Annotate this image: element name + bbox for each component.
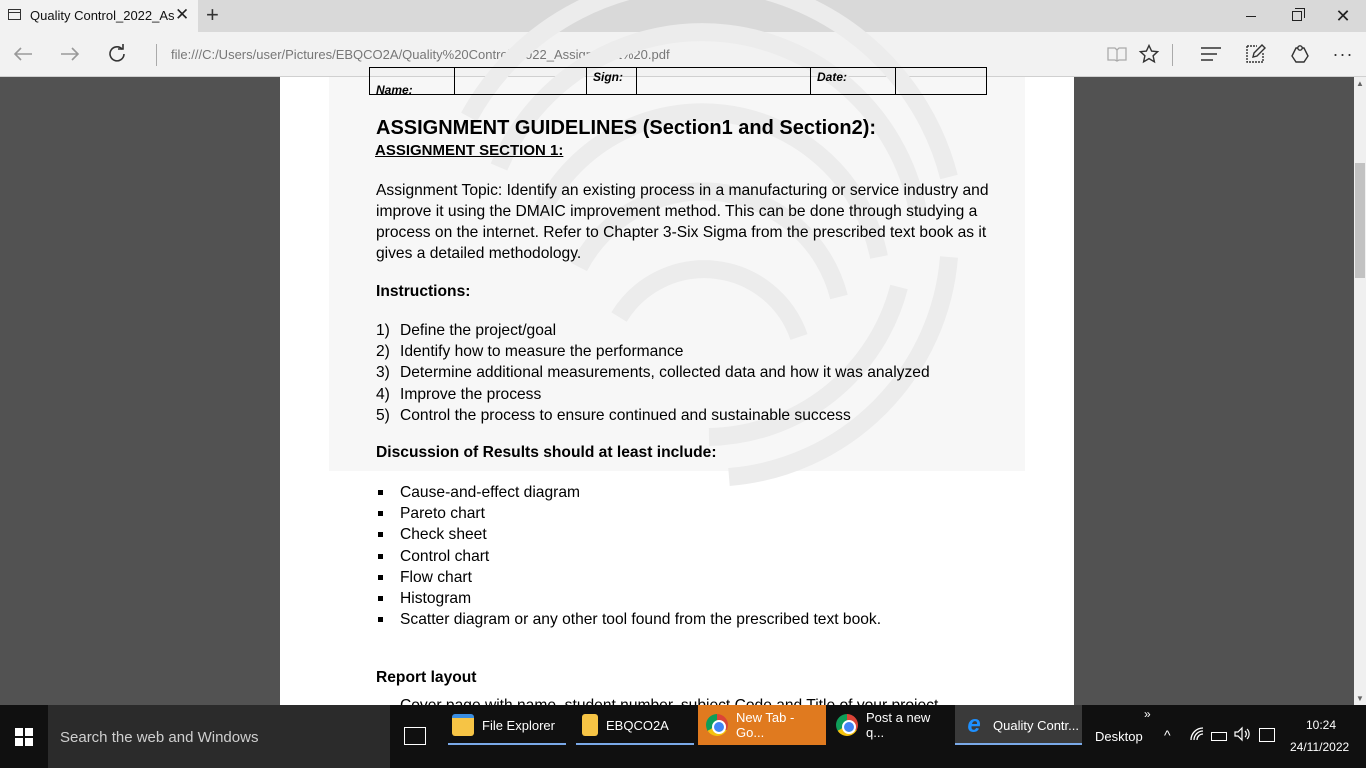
name-label: Name: <box>376 83 413 97</box>
section-heading: ASSIGNMENT SECTION 1: <box>375 142 564 159</box>
list-item <box>376 362 930 383</box>
refresh-button[interactable] <box>102 40 132 68</box>
search-placeholder: Search the web and Windows <box>60 729 259 746</box>
vertical-scrollbar[interactable] <box>1354 77 1366 705</box>
folder-icon <box>452 714 474 736</box>
desktop-toolbar[interactable]: Desktop <box>1095 729 1143 744</box>
close-window-button[interactable]: ✕ <box>1335 5 1351 26</box>
bullet-icon <box>378 511 383 516</box>
start-button[interactable] <box>0 705 48 768</box>
scroll-down-icon[interactable]: ▼ <box>1356 694 1364 703</box>
chrome-icon <box>836 714 858 736</box>
sign-label-cell <box>587 68 637 94</box>
taskbar-search-input[interactable] <box>48 705 390 768</box>
bullet-icon <box>378 617 383 622</box>
clock-time[interactable]: 10:24 <box>1306 718 1337 732</box>
volume-icon[interactable] <box>1234 727 1252 744</box>
share-icon <box>1290 44 1310 64</box>
list-item <box>376 546 881 567</box>
list-item <box>376 524 881 545</box>
chevron-up-icon[interactable]: ^ <box>1164 727 1171 743</box>
list-item <box>376 341 930 362</box>
forward-button[interactable] <box>55 40 85 68</box>
web-note-button[interactable] <box>1242 42 1268 66</box>
forward-arrow-icon <box>60 46 80 62</box>
app-label: File Explorer <box>482 717 555 733</box>
list-number: 4) <box>376 385 390 403</box>
browser-tab[interactable] <box>0 0 198 32</box>
bullet-icon <box>378 596 383 601</box>
restore-icon <box>1292 11 1302 21</box>
header-table <box>369 67 987 95</box>
taskbar-app-ebqco2a[interactable] <box>576 705 694 745</box>
task-view-icon[interactable] <box>404 727 426 745</box>
back-button[interactable] <box>8 40 38 68</box>
sign-label: Sign: <box>593 70 623 84</box>
bullet-icon <box>378 532 383 537</box>
edge-icon: e <box>967 711 981 738</box>
pen-note-icon <box>1245 44 1265 64</box>
list-item <box>376 320 930 341</box>
scroll-up-icon[interactable]: ▲ <box>1356 79 1364 88</box>
active-indicator <box>576 743 694 745</box>
discussion-heading: Discussion of Results should at least include: <box>376 444 717 461</box>
bullet-icon <box>378 490 383 495</box>
favorite-button[interactable] <box>1136 42 1162 66</box>
reading-view-button[interactable] <box>1104 42 1130 66</box>
list-number: 5) <box>376 406 390 424</box>
windows-logo-icon <box>15 728 33 746</box>
list-text: Histogram <box>400 590 472 608</box>
list-number: 3) <box>376 364 390 382</box>
battery-icon[interactable] <box>1211 732 1227 741</box>
hub-button[interactable] <box>1198 42 1224 66</box>
list-text: Determine additional measurements, collected data and how it was analyzed <box>400 364 930 382</box>
app-label: EBQCO2A <box>606 717 669 733</box>
list-text: Cause-and-effect diagram <box>400 484 581 501</box>
chevron-right-icon[interactable]: » <box>1144 707 1151 721</box>
list-text: Check sheet <box>400 526 487 544</box>
list-text: Improve the process <box>400 385 542 403</box>
list-text: Control the process to ensure continued and sustainable success <box>400 406 851 424</box>
minimize-button[interactable] <box>1228 0 1274 32</box>
bullet-icon <box>378 554 383 559</box>
active-indicator <box>955 743 1082 745</box>
app-label: Quality Contr... <box>993 717 1079 733</box>
share-button[interactable] <box>1287 42 1313 66</box>
list-number: 2) <box>376 343 390 361</box>
back-arrow-icon <box>13 46 33 62</box>
book-icon <box>1107 46 1127 62</box>
pdf-page <box>280 70 1074 705</box>
list-text: Control chart <box>400 547 490 565</box>
tab-close-icon[interactable]: ✕ <box>175 5 190 24</box>
active-indicator <box>448 743 566 745</box>
list-text: Pareto chart <box>400 505 485 523</box>
list-text: Identify how to measure the performance <box>400 343 684 361</box>
notification-icon[interactable] <box>1259 728 1275 742</box>
more-dots-icon: ··· <box>1332 43 1354 64</box>
list-item <box>376 405 930 426</box>
taskbar-app-edge[interactable] <box>955 705 1082 745</box>
tab-page-icon <box>8 9 21 20</box>
tools-list <box>376 482 881 630</box>
list-item <box>376 567 881 588</box>
toolbar-separator <box>1172 44 1173 66</box>
list-item <box>376 588 881 609</box>
instructions-heading: Instructions: <box>376 283 471 300</box>
windows-taskbar <box>0 705 1366 768</box>
address-input[interactable]: file:///C:/Users/user/Pictures/EBQCO2A/Quality%20Control_2022_Assignment%20.pdf <box>171 47 670 62</box>
date-label-cell <box>811 68 896 94</box>
star-icon <box>1139 44 1159 64</box>
new-tab-button[interactable]: + <box>206 2 219 27</box>
list-text: Define the project/goal <box>400 322 557 339</box>
page-title: ASSIGNMENT GUIDELINES (Section1 and Section2): <box>376 117 877 139</box>
scroll-thumb[interactable] <box>1355 163 1365 278</box>
chrome-icon <box>706 714 728 736</box>
name-value-cell <box>455 68 587 94</box>
list-item <box>376 482 881 503</box>
list-item <box>376 503 881 524</box>
url-separator <box>156 44 157 66</box>
taskbar-app-chrome-new-tab[interactable] <box>698 705 826 745</box>
taskbar-app-file-explorer[interactable] <box>448 705 566 745</box>
tab-title: Quality Control_2022_As <box>30 8 175 23</box>
date-value-cell <box>896 68 986 94</box>
taskbar-app-chrome-post[interactable] <box>830 705 950 745</box>
name-label-cell <box>370 68 455 97</box>
date-label: Date: <box>817 70 848 84</box>
minimize-icon <box>1246 16 1256 17</box>
sign-value-cell <box>637 68 811 94</box>
app-label: New Tab - Go... <box>736 710 795 740</box>
pdf-viewer[interactable] <box>0 70 1366 705</box>
list-text: Flow chart <box>400 568 472 586</box>
more-options-button[interactable] <box>1330 42 1356 66</box>
list-text: Scatter diagram or any other tool found from the prescribed text book. <box>400 611 882 629</box>
clock-date[interactable]: 24/11/2022 <box>1290 740 1350 754</box>
list-number: 1) <box>376 322 390 339</box>
restore-button[interactable] <box>1274 0 1320 32</box>
list-item <box>376 609 881 630</box>
app-label: Post a new q... <box>866 710 931 740</box>
topic-paragraph: Assignment Topic: Identify an existing process in a manufacturing or service industry and improve it using the DMAIC improvement method. This can be done through studying a process on the internet. Refer to Chapter 3-Six Sigma from the prescribed text book as it gives a detailed methodology. <box>376 182 989 262</box>
folder-icon <box>582 714 598 736</box>
list-item <box>376 384 930 405</box>
instructions-list <box>376 320 930 426</box>
hub-icon <box>1200 46 1222 62</box>
report-layout-heading: Report layout <box>376 669 477 686</box>
refresh-icon <box>107 44 127 64</box>
wifi-icon[interactable] <box>1190 727 1206 744</box>
bullet-icon <box>378 575 383 580</box>
